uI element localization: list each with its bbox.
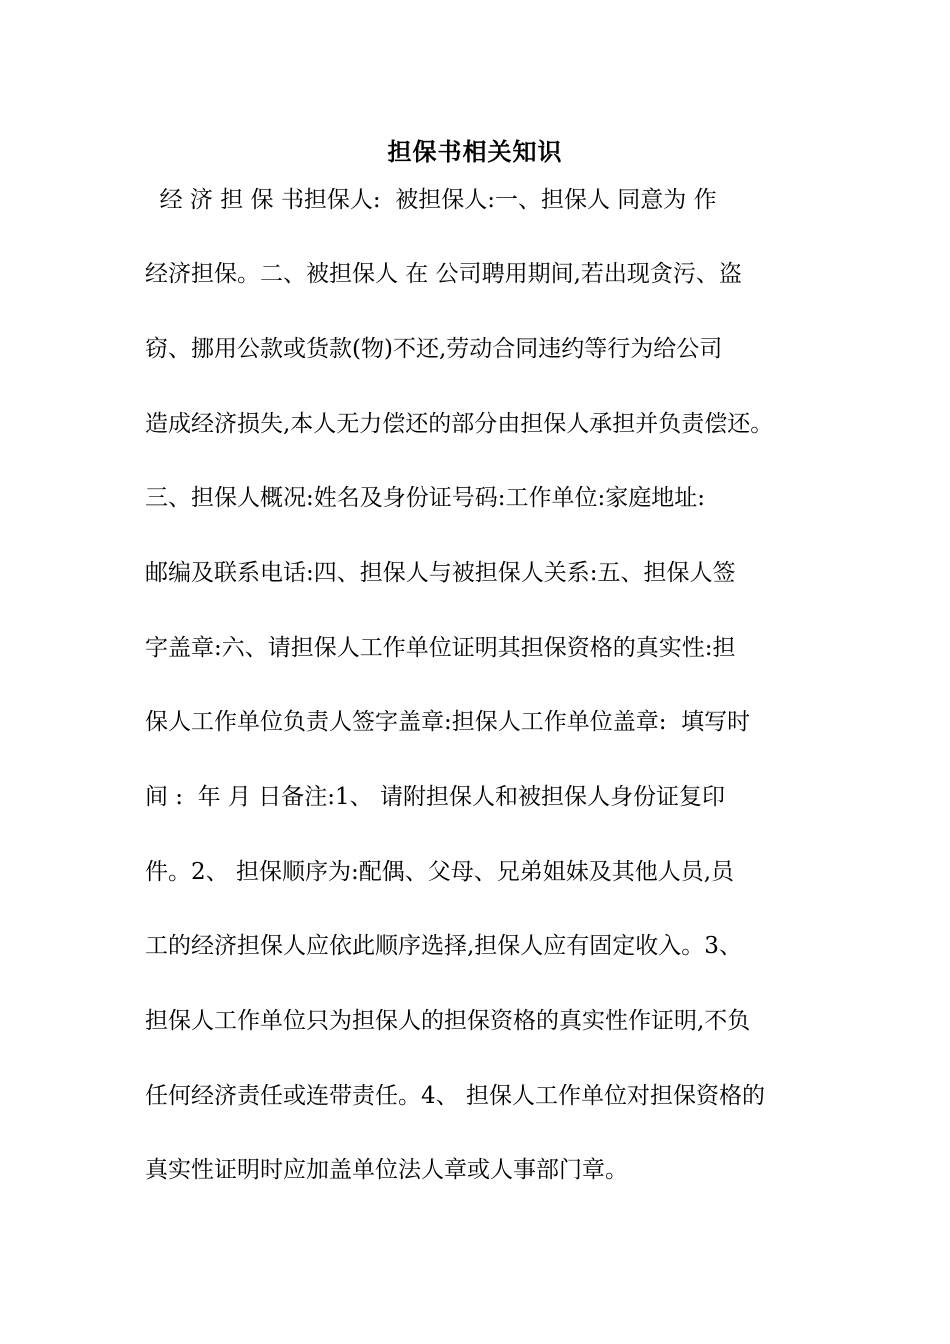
body-line-2: 经济担保。二、被担保人 在 公司聘用期间,若出现贪污、盗	[145, 261, 742, 287]
body-line-3: 窃、挪用公款或货款(物)不还,劳动合同违约等行为给公司	[145, 336, 723, 362]
body-line-11: 工的经济担保人应依此顺序选择,担保人应有固定收入。3、	[145, 933, 742, 959]
body-line-8: 保人工作单位负责人签字盖章:担保人工作单位盖章: 填写时	[145, 709, 751, 735]
body-line-4: 造成经济损失,本人无力偿还的部分由担保人承担并负责偿还。	[145, 411, 774, 437]
body-line-14: 真实性证明时应加盖单位法人章或人事部门章。	[145, 1157, 628, 1183]
body-line-12: 担保人工作单位只为担保人的担保资格的真实性作证明,不负	[145, 1008, 751, 1034]
body-line-9: 间 : 年 月 日备注:1、 请附担保人和被担保人身份证复印	[145, 784, 725, 810]
body-line-10: 件。2、 担保顺序为:配偶、父母、兄弟姐妹及其他人员,员	[145, 859, 735, 885]
document-title: 担保书相关知识	[387, 137, 563, 166]
body-line-6: 邮编及联系电话:四、担保人与被担保人关系:五、担保人签	[145, 560, 736, 586]
body-line-1: 经 济 担 保 书担保人: 被担保人:一、担保人 同意为 作	[145, 187, 717, 213]
body-line-7: 字盖章:六、请担保人工作单位证明其担保资格的真实性:担	[145, 635, 736, 661]
body-line-5: 三、担保人概况:姓名及身份证号码:工作单位:家庭地址:	[145, 485, 705, 511]
body-line-13: 任何经济责任或连带责任。4、 担保人工作单位对担保资格的	[145, 1083, 765, 1109]
